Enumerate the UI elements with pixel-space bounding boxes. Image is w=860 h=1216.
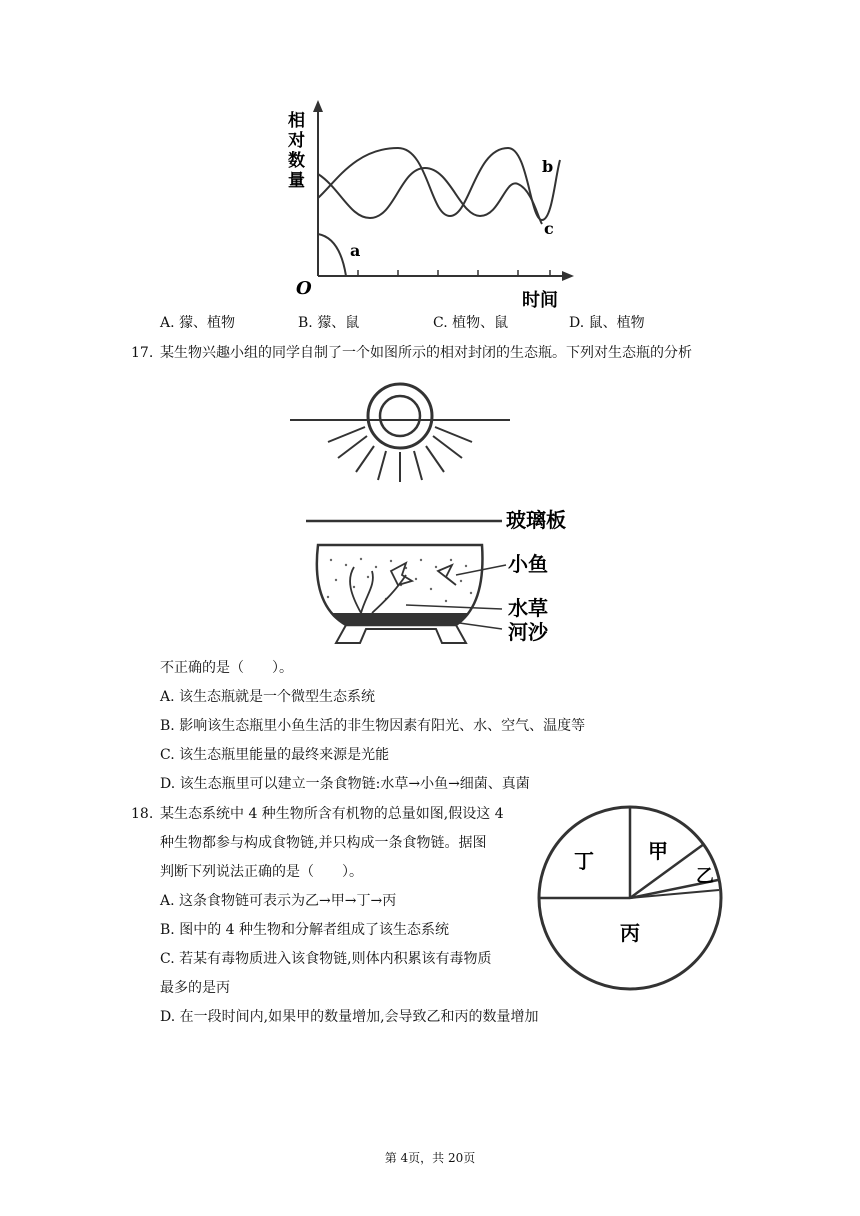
river-sand <box>330 613 468 625</box>
population-graph <box>280 98 580 310</box>
y-label-char-2: 对 <box>288 131 305 151</box>
q17-option-c[interactable]: C. 该生态瓶里能量的最终来源是光能 <box>160 747 390 763</box>
q18-option-c-cont: 最多的是丙 <box>160 980 230 996</box>
q16-option-c[interactable]: C. 植物、鼠 <box>433 315 509 331</box>
fish-2 <box>438 565 456 585</box>
curve-a <box>318 234 346 276</box>
pie-label-yi: 乙 <box>696 866 714 887</box>
origin-label: O <box>296 278 312 299</box>
q17-stem-line2: 不正确的是（ ）。 <box>160 660 293 676</box>
q17-option-d[interactable]: D. 该生态瓶里可以建立一条食物链:水草→小鱼→细菌、真菌 <box>160 776 530 792</box>
q17-option-a[interactable]: A. 该生态瓶就是一个微型生态系统 <box>160 689 376 705</box>
y-axis-arrow <box>313 100 323 112</box>
curve-c-label: c <box>544 219 554 238</box>
q18-stem-line3: 判断下列说法正确的是（ ）。 <box>160 864 363 880</box>
page-footer: 第 4页，共 20页 <box>384 1151 476 1165</box>
curve-b-label: b <box>542 157 554 176</box>
q18-option-d[interactable]: D. 在一段时间内,如果甲的数量增加,会导致乙和丙的数量增加 <box>160 1009 539 1025</box>
pie-label-ding: 丁 <box>574 849 594 873</box>
x-axis-arrow <box>562 271 574 281</box>
label-glass-plate: 玻璃板 <box>506 508 566 532</box>
q17-stem-line1: 某生物兴趣小组的同学自制了一个如图所示的相对封闭的生态瓶。下列对生态瓶的分析 <box>160 345 692 361</box>
y-label-char-1: 相 <box>288 111 305 131</box>
x-axis-label: 时间 <box>522 290 558 310</box>
curve-b <box>318 148 560 220</box>
q16-option-a[interactable]: A. 獴、植物 <box>160 315 236 331</box>
organic-matter-pie <box>532 800 732 1000</box>
q17-option-b[interactable]: B. 影响该生态瓶里小鱼生活的非生物因素有阳光、水、空气、温度等 <box>160 718 586 734</box>
y-label-char-4: 量 <box>288 171 305 191</box>
q16-options <box>160 313 760 333</box>
q16-option-d[interactable]: D. 鼠、植物 <box>569 315 645 331</box>
q18-option-b[interactable]: B. 图中的 4 种生物和分解者组成了该生态系统 <box>160 922 449 938</box>
curve-c <box>318 168 542 224</box>
y-label-char-3: 数 <box>288 151 305 171</box>
label-weed: 水草 <box>508 596 548 620</box>
label-sand: 河沙 <box>508 620 548 644</box>
q18-stem-line1: 某生态系统中 4 种生物所含有机物的总量如图,假设这 4 <box>160 806 504 822</box>
q18-number: 18. <box>131 806 154 822</box>
water-weed <box>350 567 406 613</box>
q16-option-b[interactable]: B. 獴、鼠 <box>298 315 360 331</box>
pie-label-bing: 丙 <box>620 921 640 945</box>
q18-stem-line2: 种生物都参与构成食物链,并只构成一条食物链。据图 <box>160 835 487 851</box>
curve-a-label: a <box>350 241 361 260</box>
q18-option-a[interactable]: A. 这条食物链可表示为乙→甲→丁→丙 <box>160 893 397 909</box>
bottle-stand <box>336 625 466 643</box>
pie-label-jia: 甲 <box>648 839 668 863</box>
q17-number: 17. <box>131 345 154 361</box>
sun-figure <box>290 372 510 492</box>
eco-bottle-figure <box>306 505 576 655</box>
q18-option-c[interactable]: C. 若某有毒物质进入该食物链,则体内积累该有毒物质 <box>160 951 492 967</box>
label-fish: 小鱼 <box>508 552 548 576</box>
